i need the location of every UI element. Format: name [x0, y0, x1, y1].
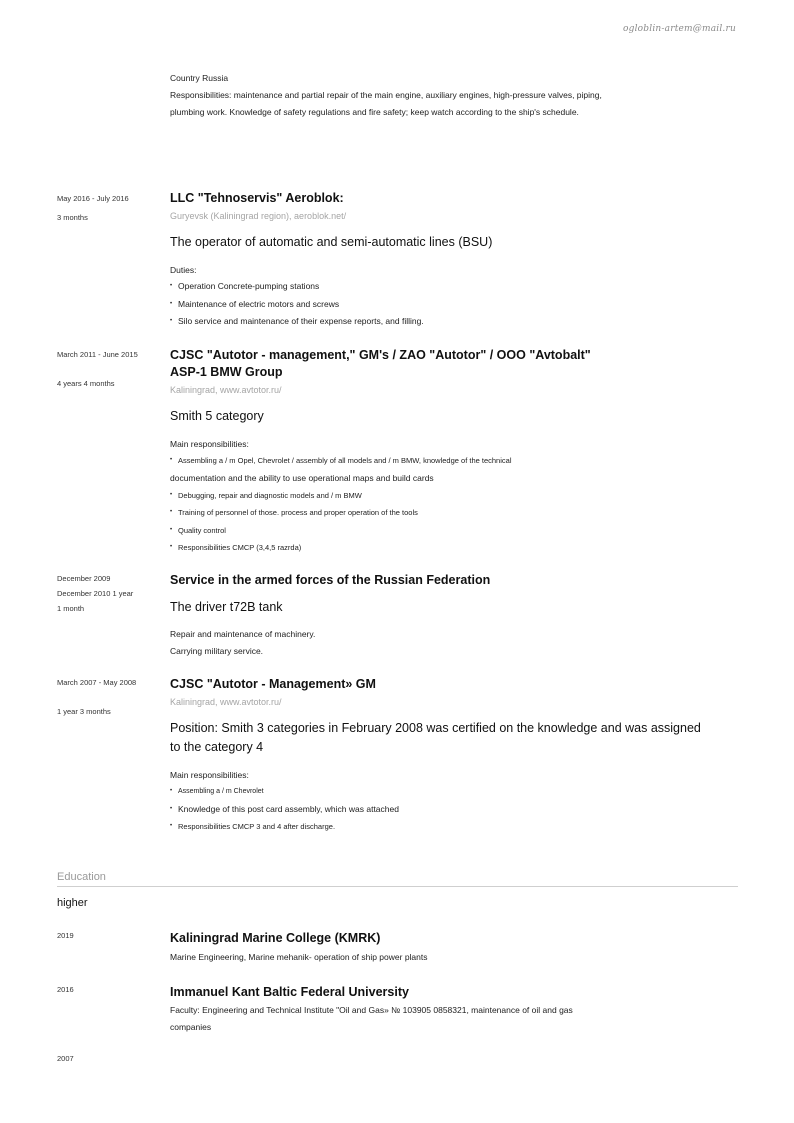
duty-continuation: documentation and the ability to use operational maps and build cards: [170, 472, 434, 483]
education-section-title: Education: [57, 871, 738, 887]
education-title: Immanuel Kant Baltic Federal University: [170, 985, 409, 999]
job-duration: 1 month: [57, 604, 85, 613]
job-line-2: Carrying military service.: [170, 646, 264, 656]
job-2-dates: [57, 346, 165, 393]
duty-item: • Maintenance of electric motors and screws: [170, 296, 740, 314]
job-3-dates: [57, 571, 165, 616]
job-duration: 3 months: [57, 213, 88, 222]
job-4-dates: [57, 674, 165, 721]
job-company: LLC "Tehnoservis" Aeroblok:: [170, 191, 344, 205]
education-desc: Faculty: Engineering and Technical Institute "Oil and Gas» № 103905 0858321, maintenance of oil and gas companies: [170, 1005, 573, 1032]
education-title: Kaliningrad Marine College (KMRK): [170, 931, 381, 945]
job-position: The driver t72B tank: [170, 600, 283, 614]
job-1: [170, 190, 740, 331]
job-position: The operator of automatic and semi-automatic lines (BSU): [170, 235, 493, 249]
job-company: CJSC "Autotor - Management» GM: [170, 677, 376, 691]
duties-list: [170, 278, 740, 331]
duty-item: • Silo service and maintenance of their expense reports, and filling.: [170, 313, 740, 331]
job-location: Kaliningrad, www.avtotor.ru/: [170, 385, 282, 395]
duties-list: [170, 783, 740, 836]
job-1-dates: [57, 190, 165, 227]
duty-item: • Responsibilities CMCP (3,4,5 razrda): [170, 539, 740, 557]
duty-text: Assembling a / m Opel, Chevrolet / assembly of all models and / m BMW, knowledge of the technical: [178, 456, 512, 465]
duty-item: • Knowledge of this post card assembly, which was attached: [170, 801, 740, 819]
education-year: 2019: [57, 931, 74, 940]
job-date: May 2016 - July 2016: [57, 194, 129, 203]
education-level: higher: [57, 897, 88, 909]
duty-item: • Assembling a / m Chevrolet: [170, 783, 740, 801]
job-location: Guryevsk (Kaliningrad region), aeroblok.net/: [170, 211, 347, 221]
job-position-line-1: Position: Smith 3 categories in February 2008 was certified on the knowledge and was assigned: [170, 721, 701, 735]
job-date: December 2009: [57, 574, 111, 583]
duty-item: • Training of personnel of those. process and proper operation of the tools: [170, 504, 740, 522]
job-company: Service in the armed forces of the Russian Federation: [170, 573, 491, 587]
top-block: [170, 70, 740, 121]
job-location: Kaliningrad, www.avtotor.ru/: [170, 697, 282, 707]
education-year: 2007: [57, 1054, 74, 1063]
duties-title: Main responsibilities:: [170, 770, 249, 780]
responsibilities-line-2: plumbing work. Knowledge of safety regulations and fire safety; keep watch according to the ship's schedule.: [170, 107, 579, 117]
education-desc: Marine Engineering, Marine mehanik- operation of ship power plants: [170, 952, 428, 962]
job-duration: 4 years 4 months: [57, 379, 115, 388]
job-4: [170, 676, 740, 836]
duties-list: [170, 452, 740, 470]
job-3: [170, 572, 740, 660]
job-date-2: December 2010 1 year: [57, 589, 134, 598]
duty-item: • Responsibilities CMCP 3 and 4 after discharge.: [170, 818, 740, 836]
responsibilities-line-1: Responsibilities: maintenance and partial repair of the main engine, auxiliary engines, high-pressure valves, piping,: [170, 90, 602, 100]
duty-item: • Debugging, repair and diagnostic models and / m BMW: [170, 487, 740, 505]
job-company-line-2: ASP-1 BMW Group: [170, 365, 283, 379]
job-date: March 2011 - June 2015: [57, 350, 138, 359]
job-2: [170, 347, 740, 557]
duties-title: Main responsibilities:: [170, 439, 249, 449]
job-position: Smith 5 category: [170, 409, 264, 423]
duty-item: • Quality control: [170, 522, 740, 540]
header-email: ogloblin-artem@mail.ru: [623, 24, 736, 34]
job-line-1: Repair and maintenance of machinery.: [170, 629, 316, 639]
job-date: March 2007 - May 2008: [57, 678, 137, 687]
job-company-line-1: CJSC "Autotor - management," GM's / ZAO "Autotor" / OOO "Avtobalt": [170, 348, 591, 362]
education-year: 2016: [57, 985, 74, 994]
duty-item: • Operation Concrete-pumping stations: [170, 278, 740, 296]
job-duration: 1 year 3 months: [57, 707, 111, 716]
duties-title: Duties:: [170, 265, 197, 275]
job-position-line-2: to the category 4: [170, 740, 264, 754]
country-line: Country Russia: [170, 73, 229, 83]
duties-list-cont: [170, 487, 740, 557]
duty-item: [170, 452, 740, 470]
